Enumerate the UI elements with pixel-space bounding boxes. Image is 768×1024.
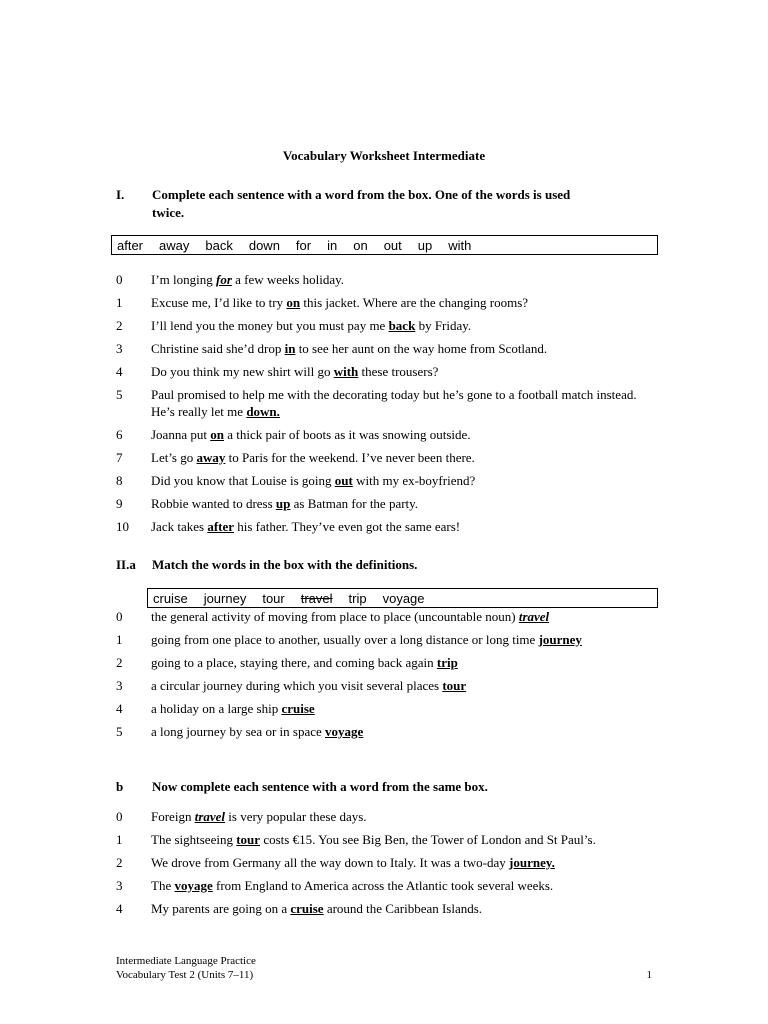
section-2a-heading xyxy=(116,556,417,574)
list-item xyxy=(116,363,646,380)
box-word: voyage xyxy=(382,591,425,606)
section-1-instruction-line2: twice. xyxy=(152,205,185,220)
item-text-before: The xyxy=(151,878,175,893)
item-number: 4 xyxy=(116,364,123,379)
item-text-before: a circular journey during which you visit several places xyxy=(151,678,443,693)
section-2b-instruction: Now complete each sentence with a word from the same box. xyxy=(152,779,488,794)
section-1-instruction-line1: Complete each sentence with a word from the box. One of the words is used xyxy=(152,187,571,202)
list-item xyxy=(116,631,646,648)
item-text xyxy=(151,831,646,848)
box-word: with xyxy=(448,238,472,253)
box-word: out xyxy=(383,238,402,253)
section-2a-instruction: Match the words in the box with the definitions. xyxy=(152,557,418,572)
section-2a-items xyxy=(116,608,646,746)
item-text xyxy=(151,654,646,671)
item-text-after: his father. They’ve even got the same ears! xyxy=(234,519,461,534)
list-item xyxy=(116,608,646,625)
answer-word: with xyxy=(333,364,359,379)
answer-word: out xyxy=(334,473,353,488)
footer-line2: Vocabulary Test 2 (Units 7–11) xyxy=(116,969,254,981)
list-item xyxy=(116,386,646,420)
answer-word: on xyxy=(210,427,224,442)
item-text-before: The sightseeing xyxy=(151,832,237,847)
item-text-before: a long journey by sea or in space xyxy=(151,724,326,739)
list-item xyxy=(116,518,646,535)
item-number: 3 xyxy=(116,878,123,893)
item-number: 2 xyxy=(116,318,123,333)
box-word: down xyxy=(248,238,280,253)
list-item xyxy=(116,854,646,871)
box-word: for xyxy=(295,238,312,253)
answer-word: away xyxy=(196,450,226,465)
item-text-before: Excuse me, I’d like to try xyxy=(151,295,287,310)
section-2b-label: b xyxy=(116,779,124,794)
item-text-before: We drove from Germany all the way down to Italy. It was a two-day xyxy=(151,855,510,870)
word-box-2-words xyxy=(153,591,441,606)
item-text-after: from England to America across the Atlantic took several weeks. xyxy=(212,878,554,893)
box-word: journey xyxy=(203,591,247,606)
item-text-after: is very popular these days. xyxy=(225,809,367,824)
item-text-after: with my ex-boyfriend? xyxy=(352,473,476,488)
word-box-2 xyxy=(147,588,658,608)
item-text-before: going to a place, staying there, and coming back again xyxy=(151,655,437,670)
item-text-before: Foreign xyxy=(151,809,195,824)
box-word: back xyxy=(205,238,233,253)
item-text-after: these trousers? xyxy=(358,364,439,379)
box-word: trip xyxy=(348,591,367,606)
item-number: 0 xyxy=(116,609,123,624)
list-item xyxy=(116,426,646,443)
section-2b-heading xyxy=(116,778,488,796)
list-item xyxy=(116,340,646,357)
item-number: 5 xyxy=(116,387,123,402)
list-item xyxy=(116,723,646,740)
item-text xyxy=(151,294,646,311)
item-text-before: I’ll lend you the money but you must pay me xyxy=(151,318,389,333)
list-item xyxy=(116,271,646,288)
word-box-1 xyxy=(111,235,658,255)
answer-word: cruise xyxy=(281,701,315,716)
box-word: after xyxy=(117,238,144,253)
list-item xyxy=(116,700,646,717)
item-text-before: Paul promised to help me with the decorating today but he’s gone to a football match instead. He’s really let me xyxy=(151,387,637,419)
answer-word: tour xyxy=(236,832,261,847)
item-text xyxy=(151,449,646,466)
item-number: 4 xyxy=(116,901,123,916)
item-number: 0 xyxy=(116,809,123,824)
item-text xyxy=(151,426,646,443)
list-item xyxy=(116,808,646,825)
item-text-after: a few weeks holiday. xyxy=(231,272,345,287)
list-item xyxy=(116,677,646,694)
list-item xyxy=(116,654,646,671)
item-text-before: Did you know that Louise is going xyxy=(151,473,335,488)
list-item xyxy=(116,317,646,334)
item-number: 5 xyxy=(116,724,123,739)
item-text-before: My parents are going on a xyxy=(151,901,291,916)
answer-word: back xyxy=(388,318,416,333)
section-1-label: I. xyxy=(116,187,125,202)
item-number: 9 xyxy=(116,496,123,511)
item-text-before: Do you think my new shirt will go xyxy=(151,364,334,379)
answer-word: up xyxy=(275,496,291,511)
item-text xyxy=(151,631,646,648)
box-word: tour xyxy=(262,591,285,606)
item-text-after: to Paris for the weekend. I’ve never been there. xyxy=(225,450,475,465)
item-number: 1 xyxy=(116,832,123,847)
list-item xyxy=(116,900,646,917)
box-word: in xyxy=(327,238,338,253)
item-text-before: Joanna put xyxy=(151,427,211,442)
item-text xyxy=(151,677,646,694)
list-item xyxy=(116,294,646,311)
answer-word: voyage xyxy=(325,724,364,739)
list-item xyxy=(116,831,646,848)
answer-word: cruise xyxy=(290,901,324,916)
item-text-after: to see her aunt on the way home from Scotland. xyxy=(295,341,548,356)
item-text-before: going from one place to another, usually over a long distance or long time xyxy=(151,632,539,647)
item-number: 1 xyxy=(116,632,123,647)
list-item xyxy=(116,495,646,512)
box-word: up xyxy=(417,238,433,253)
box-word: away xyxy=(159,238,190,253)
item-text xyxy=(151,472,646,489)
item-text xyxy=(151,495,646,512)
item-text xyxy=(151,877,646,894)
answer-word: travel xyxy=(518,609,550,624)
answer-word: travel xyxy=(194,809,226,824)
item-text-after: a thick pair of boots as it was snowing outside. xyxy=(223,427,471,442)
item-text xyxy=(151,317,646,334)
list-item xyxy=(116,877,646,894)
answer-word: on xyxy=(286,295,301,310)
page-footer xyxy=(116,954,656,982)
item-text xyxy=(151,363,646,380)
item-text-after: by Friday. xyxy=(415,318,472,333)
item-number: 0 xyxy=(116,272,123,287)
item-number: 2 xyxy=(116,855,123,870)
item-number: 1 xyxy=(116,295,123,310)
item-number: 3 xyxy=(116,341,123,356)
item-text xyxy=(151,386,646,420)
item-text xyxy=(151,900,646,917)
answer-word: journey. xyxy=(509,855,555,870)
answer-word: down. xyxy=(246,404,280,419)
list-item xyxy=(116,449,646,466)
item-number: 3 xyxy=(116,678,123,693)
item-number: 7 xyxy=(116,450,123,465)
page-title: Vocabulary Worksheet Intermediate xyxy=(282,148,486,163)
item-text xyxy=(151,854,646,871)
page-number: 1 xyxy=(646,969,652,981)
item-number: 8 xyxy=(116,473,123,488)
item-number: 4 xyxy=(116,701,123,716)
item-text-before: Robbie wanted to dress xyxy=(151,496,276,511)
answer-word: tour xyxy=(442,678,467,693)
answer-word: in xyxy=(284,341,296,356)
item-text-before: a holiday on a large ship xyxy=(151,701,282,716)
answer-word: after xyxy=(207,519,235,534)
item-text xyxy=(151,271,646,288)
item-number: 6 xyxy=(116,427,123,442)
section-2a-label: II.a xyxy=(116,557,136,572)
item-text-before: Jack takes xyxy=(151,519,208,534)
answer-word: for xyxy=(216,272,232,287)
item-text-before: Christine said she’d drop xyxy=(151,341,285,356)
item-number: 10 xyxy=(116,519,129,534)
item-text-before: the general activity of moving from place to place (uncountable noun) xyxy=(151,609,519,624)
item-text-after: as Batman for the party. xyxy=(290,496,419,511)
section-1-heading xyxy=(116,186,646,222)
answer-word: voyage xyxy=(174,878,213,893)
item-text xyxy=(151,808,646,825)
item-text-after: around the Caribbean Islands. xyxy=(323,901,483,916)
answer-word: trip xyxy=(436,655,458,670)
item-text xyxy=(151,700,646,717)
word-box-1-words xyxy=(117,238,487,253)
item-text-before: I’m longing xyxy=(151,272,216,287)
item-text-before: Let’s go xyxy=(151,450,197,465)
item-text xyxy=(151,608,646,625)
item-text xyxy=(151,723,646,740)
item-number: 2 xyxy=(116,655,123,670)
item-text xyxy=(151,518,646,535)
item-text xyxy=(151,340,646,357)
item-text-after: this jacket. Where are the changing rooms? xyxy=(300,295,529,310)
box-word: travel xyxy=(300,591,333,606)
box-word: cruise xyxy=(153,591,188,606)
answer-word: journey xyxy=(538,632,582,647)
footer-line1: Intermediate Language Practice xyxy=(116,955,256,967)
box-word: on xyxy=(353,238,368,253)
section-1-items xyxy=(116,271,646,541)
item-text-after: costs €15. You see Big Ben, the Tower of London and St Paul’s. xyxy=(260,832,596,847)
list-item xyxy=(116,472,646,489)
section-2b-items xyxy=(116,808,646,923)
